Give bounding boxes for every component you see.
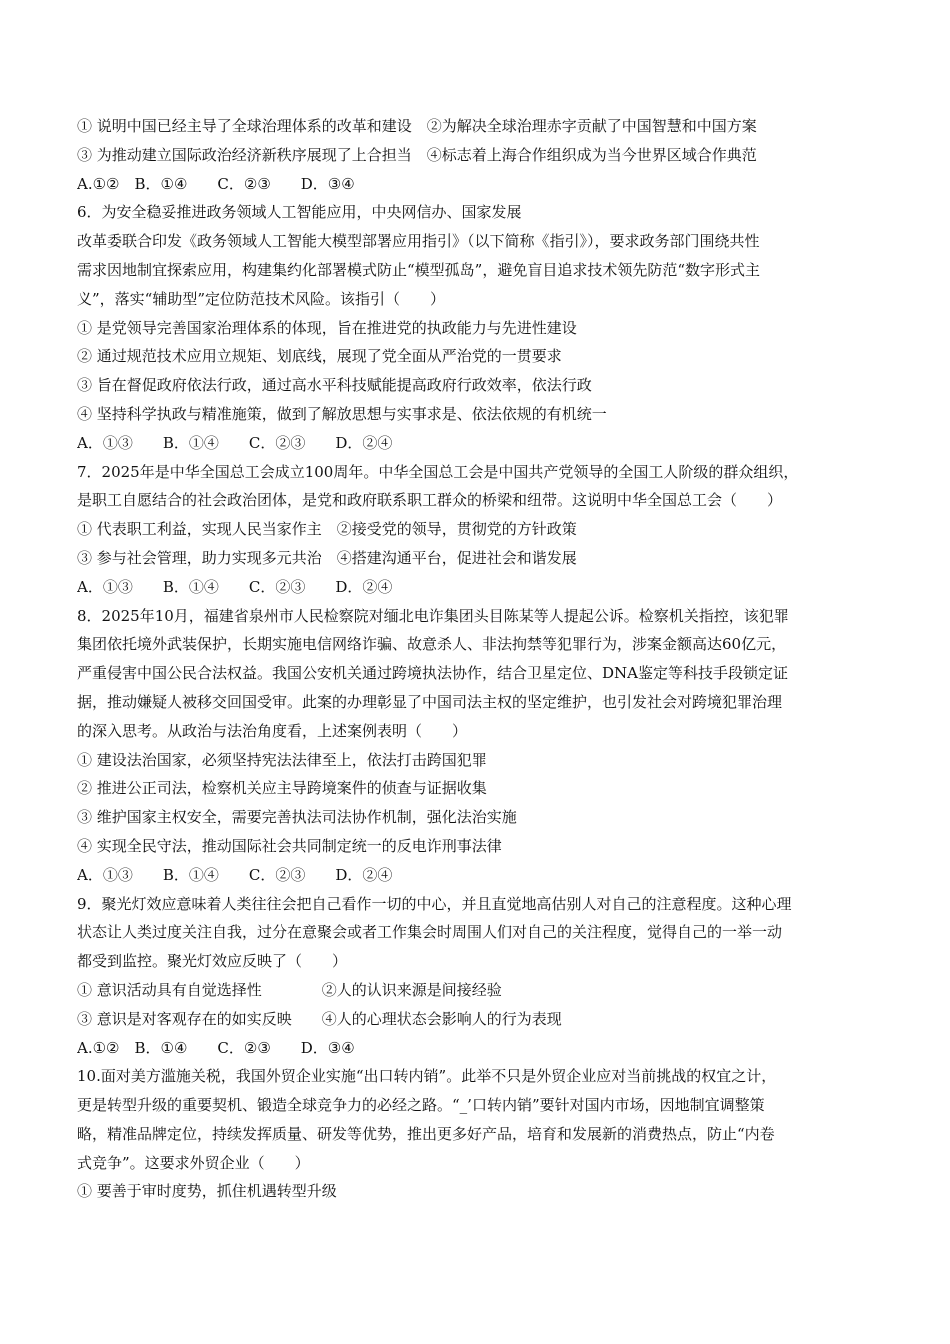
q8-stem: 严重侵害中国公民合法权益。我国公安机关通过跨境执法协作，结合卫星定位、DNA鉴定等科技手段锁定证	[77, 664, 788, 683]
q8-stem: 的深入思考。从政治与法治角度看，上述案例表明（ ）	[77, 721, 468, 740]
q10-option-1: ① 要善于审时度势，抓住机遇转型升级	[77, 1182, 337, 1201]
q7-stem: 7．2025年是中华全国总工会成立100周年。中华全国总工会是中国共产党领导的全国工人阶级的群众组织，	[77, 462, 799, 481]
q8-option-1: ① 建设法治国家，必须坚持宪法法律至上，依法打击跨国犯罪	[77, 750, 487, 769]
q9-answer-choices: A.①② B．①④ C．②③ D．③④	[77, 1038, 355, 1057]
q6-answer-choices: A．①③ B．①④ C．②③ D．②④	[77, 433, 393, 452]
q7-option-3-4: ③ 参与社会管理，助力实现多元共治 ④搭建沟通平台，促进社会和谐发展	[77, 548, 577, 567]
q8-stem: 8．2025年10月，福建省泉州市人民检察院对缅北电诈集团头目陈某等人提起公诉。检察机关指控，该犯罪	[77, 606, 789, 625]
q6-stem: 义”，落实“辅助型”定位防范技术风险。该指引（ ）	[77, 289, 446, 308]
q6-stem: 需求因地制宜探索应用，构建集约化部署模式防止“模型孤岛”，避免盲目追求技术领先防范“数字形式主	[77, 260, 761, 279]
q6-option-2: ② 通过规范技术应用立规矩、划底线，展现了党全面从严治党的一贯要求	[77, 347, 562, 366]
q10-stem: 更是转型升级的重要契机、锻造全球竞争力的必经之路。“_’口转内销”要针对国内市场，因地制宜调整策	[77, 1096, 765, 1115]
q10-stem: 10.面对美方滥施关税，我国外贸企业实施“出口转内销”。此举不只是外贸企业应对当前挑战的权宜之计，	[77, 1067, 777, 1086]
q7-answer-choices: A．①③ B．①④ C．②③ D．②④	[77, 577, 393, 596]
q9-stem: 都受到监控。聚光灯效应反映了（ ）	[77, 952, 348, 971]
q8-answer-choices: A．①③ B．①④ C．②③ D．②④	[77, 865, 393, 884]
q10-stem: 式竞争”。这要求外贸企业（ ）	[77, 1153, 310, 1172]
q6-option-4: ④ 坚持科学执政与精准施策，做到了解放思想与实事求是、依法依规的有机统一	[77, 404, 607, 423]
q8-option-4: ④ 实现全民守法，推动国际社会共同制定统一的反电诈刑事法律	[77, 836, 502, 855]
q6-option-3: ③ 旨在督促政府依法行政，通过高水平科技赋能提高政府行政效率，依法行政	[77, 376, 592, 395]
q9-stem: 状态让人类过度关注自我，过分在意聚会或者工作集会时周围人们对自己的关注程度，觉得自己的一举一动	[77, 923, 783, 942]
q8-option-2: ② 推进公正司法，检察机关应主导跨境案件的侦查与证据收集	[77, 779, 487, 798]
q8-option-3: ③ 维护国家主权安全，需要完善执法司法协作机制，强化法治实施	[77, 808, 517, 827]
q5-option-3-4: ③ 为推动建立国际政治经济新秩序展现了上合担当 ④标志着上海合作组织成为当今世界区域合作典范	[77, 145, 757, 164]
q9-option-3-4: ③ 意识是对客观存在的如实反映 ④人的心理状态会影响人的行为表现	[77, 1009, 562, 1028]
q8-stem: 集团依托境外武装保护，长期实施电信网络诈骗、故意杀人、非法拘禁等犯罪行为，涉案金额高达60亿元，	[77, 635, 787, 654]
q7-stem: 是职工自愿结合的社会政治团体，是党和政府联系职工群众的桥梁和纽带。这说明中华全国总工会（ ）	[77, 491, 783, 510]
q7-option-1-2: ① 代表职工利益，实现人民当家作主 ②接受党的领导，贯彻党的方针政策	[77, 520, 577, 539]
q6-option-1: ① 是党领导完善国家治理体系的体现，旨在推进党的执政能力与先进性建设	[77, 318, 577, 337]
q5-option-1-2: ① 说明中国已经主导了全球治理体系的改革和建设 ②为解决全球治理赤字贡献了中国智慧和中国方案	[77, 117, 757, 135]
exam-page	[77, 112, 877, 1206]
q9-option-1-2: ① 意识活动具有自觉选择性 ②人的认识来源是间接经验	[77, 980, 502, 999]
q9-stem: 9．聚光灯效应意味着人类往往会把自己看作一切的中心，并且直觉地高估别人对自己的注意程度。这种心理	[77, 894, 792, 913]
q10-stem: 略，精准品牌定位，持续发挥质量、研发等优势，推出更多好产品，培育和发展新的消费热点，防止“内卷	[77, 1124, 775, 1143]
q5-answer-choices: A.①② B．①④ C．②③ D．③④	[77, 174, 355, 193]
q6-stem: 改革委联合印发《政务领域人工智能大模型部署应用指引》（以下简称《指引》），要求政务部门围绕共性	[77, 232, 760, 251]
q8-stem: 据，推动嫌疑人被移交回国受审。此案的办理彰显了中国司法主权的坚定维护，也引发社会对跨境犯罪治理	[77, 692, 783, 711]
q6-stem: 6．为安全稳妥推进政务领域人工智能应用，中央网信办、国家发展	[77, 203, 522, 222]
